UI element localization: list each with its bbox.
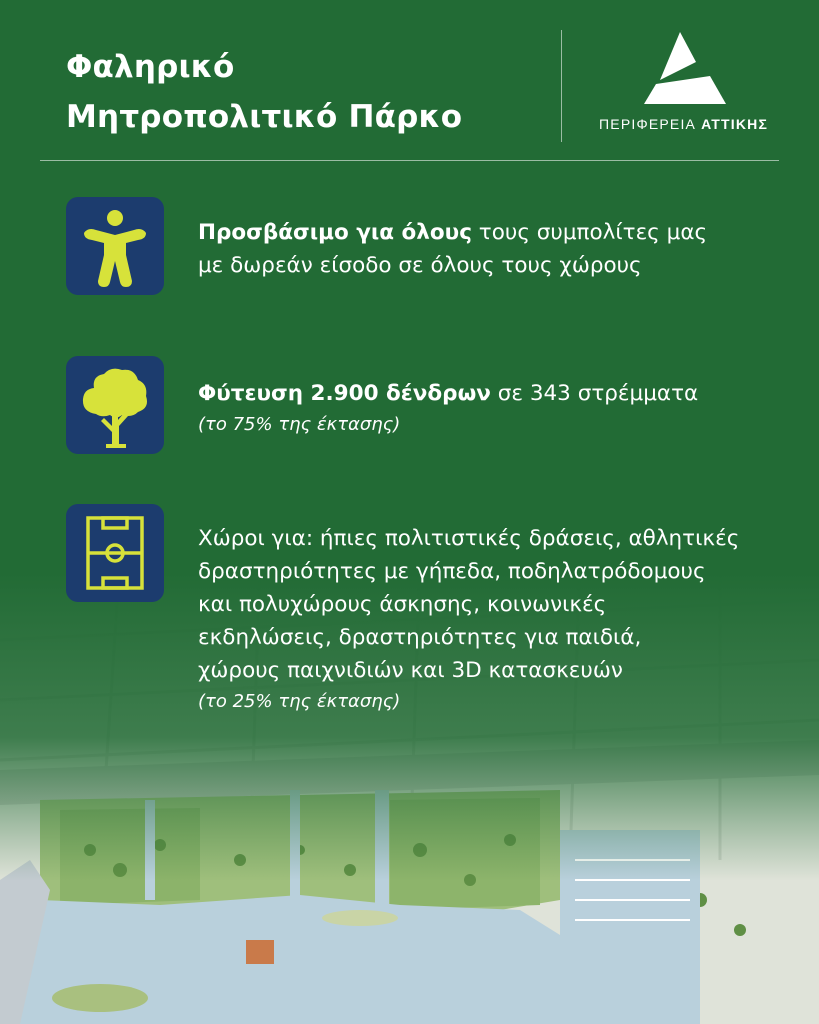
accessibility-icon	[66, 197, 164, 295]
triangle-logo-icon	[640, 32, 732, 106]
feature-3-line-2: δραστηριότητες με γήπεδα, ποδηλατρόδομους	[198, 559, 706, 584]
header-vertical-divider	[561, 30, 562, 142]
feature-2-bold: Φύτευση 2.900 δένδρων	[198, 381, 491, 406]
feature-facilities-text	[198, 522, 798, 717]
feature-accessibility-text	[198, 216, 798, 282]
logo-text-regular: ΠΕΡΙΦΕΡΕΙΑ	[599, 116, 697, 132]
feature-3-line-5: χώρους παιχνιδιών και 3D κατασκευών	[198, 658, 623, 683]
feature-3-note: (το 25% της έκτασης)	[198, 691, 401, 712]
feature-3-line-4: εκδηλώσεις, δραστηριότητες για παιδιά,	[198, 625, 642, 650]
sports-field-icon-box	[66, 504, 164, 602]
feature-2-line-1	[198, 377, 798, 410]
feature-1-line-2: με δωρεάν είσοδο σε όλους τους χώρους	[198, 253, 642, 278]
feature-3-line-1: Χώροι για: ήπιες πολιτιστικές δράσεις, αθλητικές	[198, 526, 740, 551]
feature-3-line-3: και πολυχώρους άσκησης, κοινωνικές	[198, 592, 607, 617]
feature-1-line-1	[198, 216, 798, 249]
tree-icon-box	[66, 356, 164, 454]
feature-2-note: (το 75% της έκτασης)	[198, 414, 401, 435]
logo-text-bold: ΑΤΤΙΚΗΣ	[701, 116, 769, 132]
feature-2-rest: σε 343 στρέμματα	[490, 381, 699, 406]
accessibility-icon-box	[66, 197, 164, 295]
feature-1-rest: τους συμπολίτες μας	[471, 220, 708, 245]
region-logo-text	[599, 116, 768, 132]
feature-trees-text	[198, 377, 798, 440]
sports-field-icon	[66, 504, 164, 602]
tree-icon	[66, 356, 164, 454]
title-line-2: Μητροπολιτικό Πάρκο	[66, 99, 463, 135]
page-title	[66, 42, 462, 142]
title-line-1: Φαληρικό	[66, 49, 235, 85]
header-horizontal-divider	[40, 160, 779, 161]
feature-1-bold: Προσβάσιμο για όλους	[198, 220, 472, 245]
